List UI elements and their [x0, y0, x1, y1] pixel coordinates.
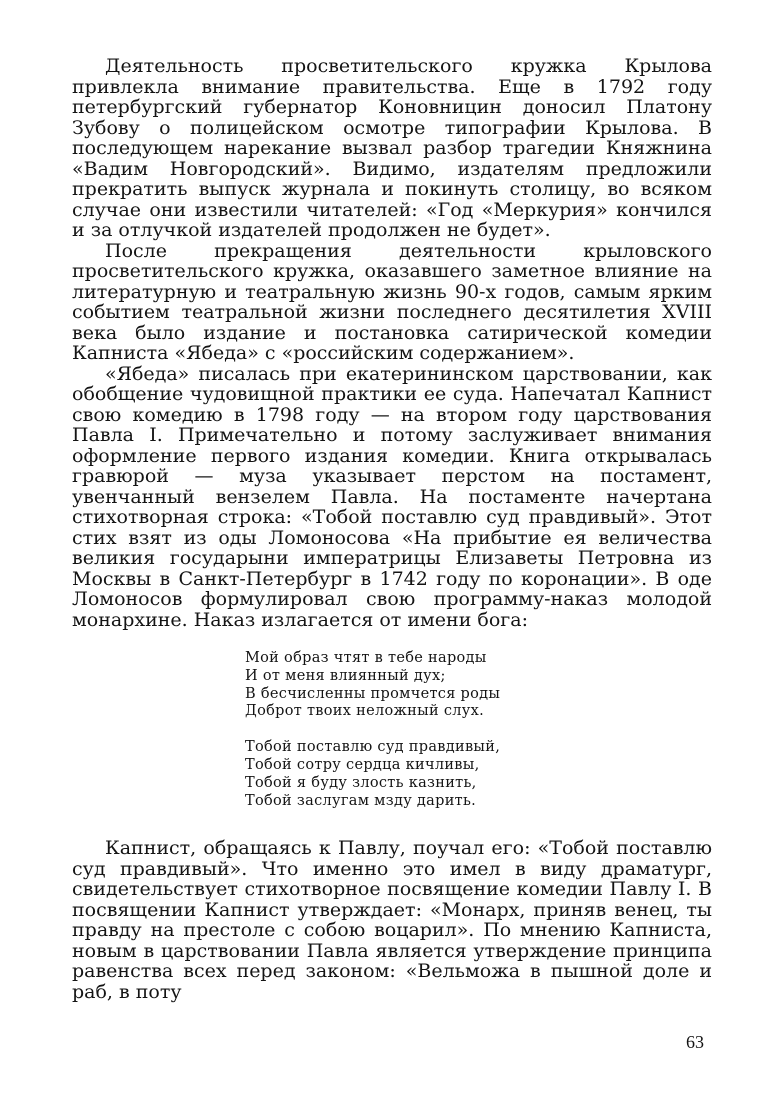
verse-line: Доброт твоих неложный слух. — [245, 703, 485, 720]
verse-line: Тобой сотру сердца кичливы, — [245, 756, 480, 773]
book-page — [72, 56, 712, 1056]
verse-line: И от меня влиянный дух; — [245, 667, 446, 684]
verse-line: Тобой я буду злость казнить, — [245, 774, 477, 791]
page-number: 63 — [686, 1032, 704, 1052]
verse-line: Тобой поставлю суд правдивый, — [245, 739, 501, 756]
paragraph-2: После прекращения деятельности крыловского просветительского кружка, оказавшего заметное влияние на литературную и театральную жизнь 90-х годов, самым ярким событием театральной жизни последнего десятилетия XVIII века было издание и постановка сатирической комедии Капниста «Ябеда» с «российским содержанием». — [72, 239, 712, 364]
verse-line: В бесчисленны промчется роды — [245, 685, 501, 702]
verse-line: Тобой заслугам мзду дарить. — [245, 792, 477, 809]
poem-quote — [245, 650, 712, 810]
paragraph-3: «Ябеда» писалась при екатерининском царствовании, как обобщение чудовищной практики ее суда. Напечатал Капнист свою комедию в 1798 году — на втором году царствования Павла I. Примечательно и потому заслуживает внимания оформление первого издания комедии. Книга открывалась гравюрой — муза указывает перстом на постамент, увенчанный вензелем Павла. На постаменте начертана стихотворная строка: «Тобой поставлю суд правдивый». Этот стих взят из оды Ломоносова «На прибытие ея величества великия государыни императрицы Елизаветы Петровна из Москвы в Санкт-Петербург в 1742 году по коронации». В оде Ломоносов формулировал свою программу-наказ молодой монархине. Наказ излагается от имени бога: — [72, 362, 712, 631]
paragraph-1: Деятельность просветительского кружка Крылова привлекла внимание правительства. Еще в 1792 году петербургский губернатор Коновницин доносил Платону Зубову о полицейском осмотре типографии Крылова. В последующем нарекание вызвал разбор трагедии Княжнина «Вадим Новгородский». Видимо, издателям предложили прекратить выпуск журнала и покинуть столицу, во всяком случае они известили читателей: «Год «Меркурия» кончился и за отлучкой издателей продолжен не будет». — [72, 55, 712, 241]
poem-stanza-2 — [245, 739, 712, 810]
poem-stanza-1 — [245, 650, 712, 721]
verse-line: Мой образ чтят в тебе народы — [245, 650, 487, 666]
paragraph-4: Капнист, обращаясь к Павлу, поучал его: «Тобой поставлю суд правдивый». Что именно это имел в виду драматург, свидетельствует стихотворное посвящение комедии Павлу I. В посвящении Капнист утверждает: «Монарх, приняв венец, ты правду на престоле с собою воцарил». По мнению Капниста, новым в царствовании Павла является утверждение принципа равенства всех перед законом: «Вельможа в пышной доле и раб, в поту — [72, 837, 712, 1003]
